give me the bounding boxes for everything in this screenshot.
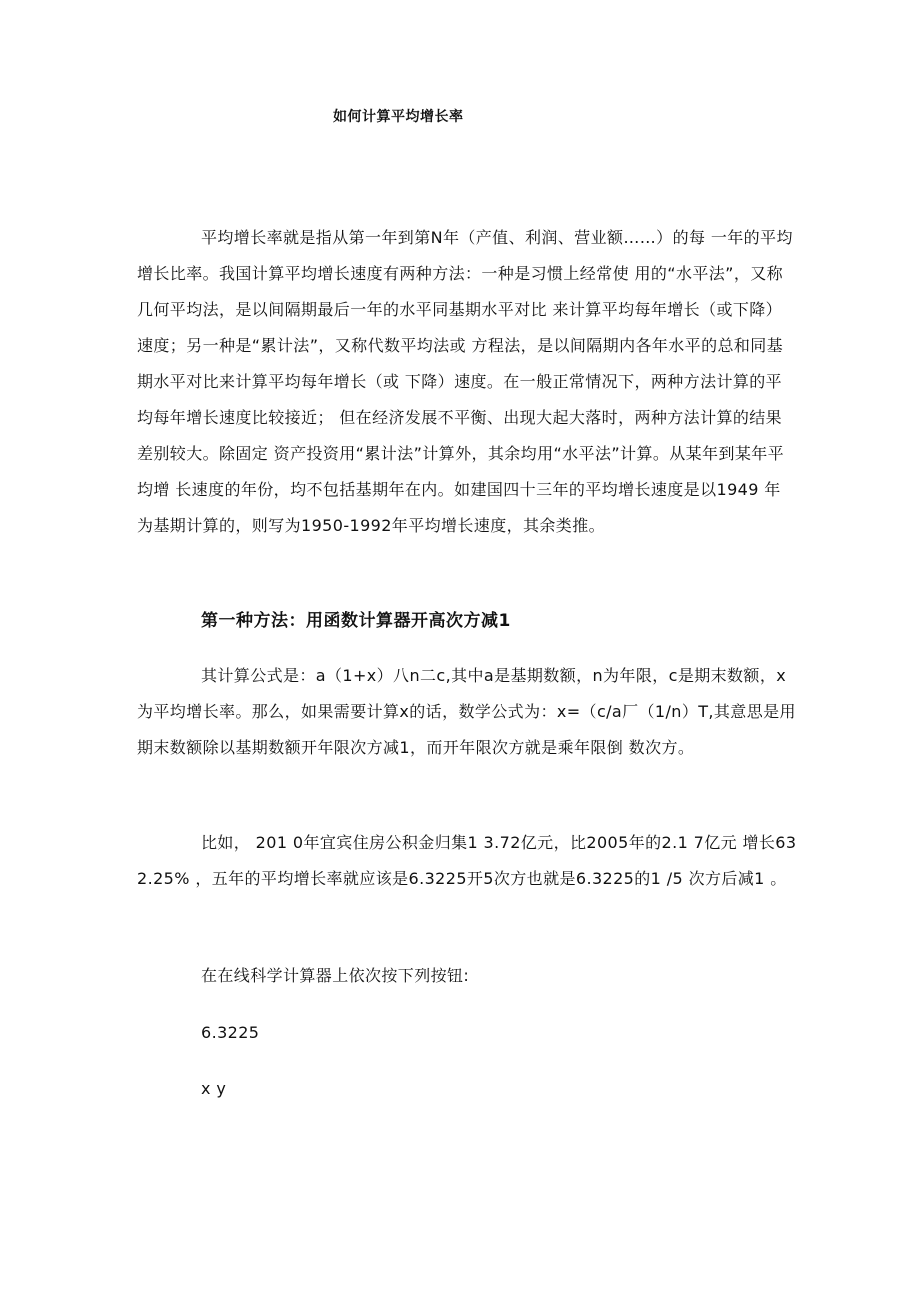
formula-paragraph: 其计算公式是：a（1+x）八n二c,其中a是基期数额，n为年限，c是期末数额，x为平均增长率。那么，如果需要计算x的话，数学公式为：x=（c/a厂（1/n）T,其意思是用期末数额除以基期数额开年限次方减1，而开年限次方就是乘年限倒 数次方。 <box>137 666 796 757</box>
calculator-step: x y <box>201 1079 227 1098</box>
example-paragraph: 比如， 201 0年宜宾住房公积金归集1 3.72亿元，比2005年的2.1 7亿元 增长632.25% ，五年的平均增长率就应该是6.3225开5次方也就是6.3225的1 /5 次方后减1 。 <box>137 833 797 888</box>
calculator-step: 6.3225 <box>201 1023 260 1042</box>
calculator-intro: 在在线科学计算器上依次按下列按钮: <box>201 966 470 985</box>
intro-paragraph: 平均增长率就是指从第一年到第N年（产值、利润、营业额……）的每 一年的平均增长比率。我国计算平均增长速度有两种方法：一种是习惯上经常使 用的“水平法”，又称几何平均法，是以间隔期最后一年的水平同基期水平对比 来计算平均每年增长（或下降）速度；另一种是“累计法”，又称代数平均法或 方程法，是以间隔期内各年水平的总和同基期水平对比来计算平均每年增长（或 下降）速度。在一般正常情况下，两种方法计算的平均每年增长速度比较接近； 但在经济发展不平衡、出现大起大落时，两种方法计算的结果差别较大。除固定 资产投资用“累计法”计算外，其余均用“水平法”计算。从某年到某年平均增 长速度的年份，均不包括基期年在内。如建国四十三年的平均增长速度是以1949 年为基期计算的，则写为1950-1992年平均增长速度，其余类推。 <box>137 228 793 535</box>
document-title: 如何计算平均增长率 <box>333 109 464 125</box>
section-heading: 第一种方法：用函数计算器开高次方减1 <box>201 611 511 631</box>
